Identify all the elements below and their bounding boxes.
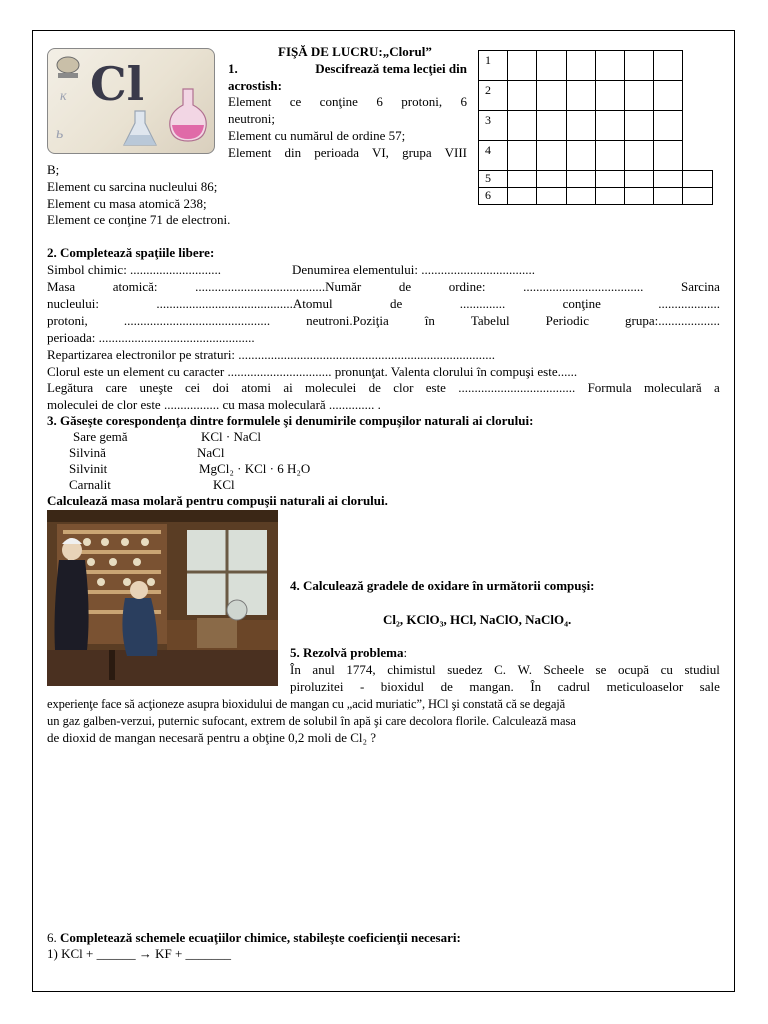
word: atomică: bbox=[112, 279, 158, 294]
grid-cell[interactable] bbox=[537, 141, 566, 171]
grid-cell[interactable] bbox=[508, 111, 537, 141]
section6-heading bbox=[47, 930, 461, 947]
row-number: 3 bbox=[479, 111, 508, 141]
word: conţine bbox=[562, 296, 601, 311]
oxidation-compounds: Cl₂, KClO₃, HCl, NaClO, NaClO₄. bbox=[383, 612, 572, 627]
section1-heading bbox=[228, 61, 467, 94]
compound-formula: KCl · NaCl bbox=[201, 429, 261, 444]
decor-letter: ь bbox=[56, 125, 64, 142]
word: grupa:................... bbox=[625, 313, 720, 328]
row-number: 1 bbox=[479, 51, 508, 81]
blank-electron-shells[interactable]: Repartizarea electronilor pe straturi: ............................................................................... bbox=[47, 347, 496, 362]
blank-line-2[interactable] bbox=[47, 279, 720, 296]
problem-line-3: experienţe face să acţioneze asupra bioxidului de mangan cu „acid muriatic”, HCl şi constată că se degajă bbox=[47, 697, 566, 711]
word: Masa bbox=[47, 279, 76, 294]
word: meticuloaselor bbox=[606, 679, 684, 694]
compound-name: Carnalit bbox=[69, 477, 111, 492]
compound-name: Sare gemă bbox=[73, 429, 128, 444]
word: ai bbox=[283, 380, 293, 395]
section6-number: 6. bbox=[47, 930, 57, 945]
word: .................................... bbox=[458, 380, 576, 395]
grid-cell[interactable] bbox=[537, 81, 566, 111]
word: doi bbox=[212, 380, 230, 395]
grid-cell[interactable] bbox=[654, 81, 683, 111]
word: Formula bbox=[587, 380, 632, 395]
word: Tabelul bbox=[470, 313, 510, 328]
blank-line-3[interactable] bbox=[47, 296, 720, 313]
word: Legătura bbox=[47, 380, 94, 395]
clue-4: Element cu sarcina nucleului 86; bbox=[47, 179, 218, 194]
equation-1[interactable]: 1) KCl + ______ → KF + _______ bbox=[47, 946, 232, 961]
word: ................... bbox=[658, 296, 720, 311]
word: cei bbox=[185, 380, 201, 395]
grid-cell[interactable] bbox=[595, 188, 624, 205]
grid-cell[interactable] bbox=[595, 141, 624, 171]
word: moleculară bbox=[643, 380, 702, 395]
grid-cell[interactable] bbox=[624, 141, 653, 171]
acrostic-row bbox=[479, 111, 713, 141]
grid-cell[interactable] bbox=[566, 141, 595, 171]
grid-cell[interactable] bbox=[595, 81, 624, 111]
flask-icon bbox=[166, 87, 210, 143]
grid-cell[interactable] bbox=[595, 171, 624, 188]
acrostic-row bbox=[479, 188, 713, 205]
grid-cell[interactable] bbox=[683, 188, 712, 205]
word: ocupă bbox=[617, 662, 650, 677]
blank-molecule[interactable]: moleculei de clor este ................. cu masa moleculară .............. . bbox=[47, 397, 381, 412]
section6-title: Completează schemele ecuaţiilor chimice, stabileşte coeficienţii necesari: bbox=[60, 930, 461, 945]
clue-3a: Element din perioada VI, grupa VIII bbox=[228, 145, 467, 160]
word: ........................................Număr bbox=[195, 279, 362, 294]
word: cu bbox=[660, 662, 673, 677]
decor-letter: к bbox=[60, 89, 67, 104]
element-symbol: Cl bbox=[90, 57, 145, 111]
grid-cell[interactable] bbox=[508, 51, 537, 81]
word: se bbox=[595, 662, 607, 677]
clue-1a: Element ce conţine 6 protoni, 6 bbox=[228, 94, 467, 109]
section3-heading: 3. Găseşte corespondenţa dintre formulele şi denumirile compuşilor naturali ai clorului: bbox=[47, 413, 534, 428]
grid-cell[interactable] bbox=[566, 51, 595, 81]
row-number: 2 bbox=[479, 81, 508, 111]
colon: : bbox=[403, 645, 408, 660]
word: sale bbox=[699, 679, 720, 694]
word: 1774, bbox=[346, 662, 376, 677]
problem-line-1 bbox=[290, 662, 720, 679]
grid-cell[interactable] bbox=[654, 51, 683, 81]
blank-symbol[interactable]: Simbol chimic: ............................ bbox=[47, 262, 222, 277]
scheele-laboratory-painting bbox=[47, 510, 278, 686]
problem-line-4: un gaz galben-verzui, puternic sufocant, extrem de solubil în apă şi care decolora florile. Calculează masa bbox=[47, 714, 576, 728]
word: C. bbox=[494, 662, 507, 677]
clue-3b: B; bbox=[47, 162, 60, 177]
section5-title: 5. Rezolvă problema bbox=[290, 645, 404, 660]
grid-cell[interactable] bbox=[624, 51, 653, 81]
word: cadrul bbox=[557, 679, 591, 694]
grid-cell[interactable] bbox=[654, 141, 683, 171]
section1-number: 1. bbox=[228, 61, 238, 76]
grid-cell[interactable] bbox=[508, 188, 537, 205]
acrostic-row bbox=[479, 51, 713, 81]
grid-cell[interactable] bbox=[654, 188, 683, 205]
acrostic-row bbox=[479, 171, 713, 188]
grid-cell[interactable] bbox=[537, 171, 566, 188]
grid-cell[interactable] bbox=[508, 81, 537, 111]
word: este bbox=[425, 380, 446, 395]
word: W. bbox=[517, 662, 532, 677]
word: de bbox=[390, 296, 403, 311]
acrostic-row bbox=[479, 141, 713, 171]
grid-cell[interactable] bbox=[566, 111, 595, 141]
compound-formula: MgCl₂ · KCl · 6 H₂O bbox=[199, 461, 311, 476]
seal-icon bbox=[54, 55, 82, 79]
word: de bbox=[368, 380, 381, 395]
problem-line-2 bbox=[290, 679, 720, 696]
word: ............................................. bbox=[123, 313, 271, 328]
blank-element-name[interactable]: Denumirea elementului: ................................... bbox=[292, 262, 535, 277]
word: atomi bbox=[241, 380, 272, 395]
problem-line-5: de dioxid de mangan necesară pentru a obţine 0,2 moli de Cl₂ ? bbox=[47, 730, 377, 745]
blank-line-4[interactable] bbox=[47, 313, 720, 330]
section3-task: Calculează masa molară pentru compuşii naturali ai clorului. bbox=[47, 493, 388, 508]
word: de bbox=[440, 679, 453, 694]
grid-cell[interactable] bbox=[624, 111, 653, 141]
word: suedez bbox=[447, 662, 483, 677]
grid-cell[interactable] bbox=[566, 171, 595, 188]
row-number: 4 bbox=[479, 141, 508, 171]
word: moleculei bbox=[305, 380, 357, 395]
word: a bbox=[714, 380, 720, 395]
word: neutroni.Poziţia bbox=[306, 313, 389, 328]
word: În bbox=[290, 662, 301, 677]
word: Scheele bbox=[543, 662, 584, 677]
word: protoni, bbox=[47, 313, 88, 328]
grid-cell[interactable] bbox=[508, 141, 537, 171]
section5-heading bbox=[290, 645, 407, 662]
compound-name: Silvinit bbox=[69, 461, 108, 476]
word: nucleului: bbox=[47, 296, 99, 311]
row-number: 6 bbox=[479, 188, 508, 205]
acrostic-grid bbox=[478, 50, 713, 205]
section2-heading: 2. Completează spaţiile libere: bbox=[47, 245, 215, 260]
word: .............. bbox=[459, 296, 506, 311]
section1-title-part: Descifrează tema lecţiei din bbox=[315, 61, 467, 76]
grid-cell[interactable] bbox=[595, 51, 624, 81]
word: bioxidul bbox=[380, 679, 425, 694]
grid-cell[interactable] bbox=[624, 81, 653, 111]
word: chimistul bbox=[387, 662, 436, 677]
word: Periodic bbox=[545, 313, 589, 328]
blank-bond[interactable] bbox=[47, 380, 720, 397]
word: de bbox=[398, 279, 412, 294]
word: mangan. bbox=[469, 679, 514, 694]
acrostic-row bbox=[479, 81, 713, 111]
clue-6: Element ce conţine 71 de electroni. bbox=[47, 212, 231, 227]
compound-formula: NaCl bbox=[197, 445, 225, 460]
chlorine-logo bbox=[47, 48, 215, 154]
worksheet-title: FIŞĂ DE LUCRU:„Clorul” bbox=[278, 44, 432, 59]
clue-1b: neutroni; bbox=[228, 111, 275, 126]
blank-period[interactable]: perioada: ................................................ bbox=[47, 330, 255, 345]
grid-cell[interactable] bbox=[683, 171, 712, 188]
clue-5: Element cu masa atomică 238; bbox=[47, 196, 207, 211]
section1-title-part2: acrostish: bbox=[228, 77, 282, 93]
word: anul bbox=[312, 662, 335, 677]
word: În bbox=[530, 679, 542, 694]
grid-cell[interactable] bbox=[654, 171, 683, 188]
word: studiul bbox=[684, 662, 720, 677]
word: Sarcina bbox=[680, 279, 720, 294]
grid-cell[interactable] bbox=[624, 188, 653, 205]
word: clor bbox=[393, 380, 414, 395]
grid-cell[interactable] bbox=[624, 171, 653, 188]
clue-2: Element cu numărul de ordine 57; bbox=[228, 128, 406, 143]
grid-cell[interactable] bbox=[508, 171, 537, 188]
word: ..................................... bbox=[523, 279, 644, 294]
word: - bbox=[359, 679, 365, 694]
compound-formula: KCl bbox=[213, 477, 235, 492]
flask-icon bbox=[120, 109, 160, 149]
word: în bbox=[424, 313, 435, 328]
grid-cell[interactable] bbox=[654, 111, 683, 141]
blank-character-valence[interactable]: Clorul este un element cu caracter ................................ pronunţat. Valenta clorului în compuşi este...... bbox=[47, 364, 578, 379]
row-number: 5 bbox=[479, 171, 508, 188]
grid-cell[interactable] bbox=[537, 188, 566, 205]
grid-cell[interactable] bbox=[595, 111, 624, 141]
word: care bbox=[105, 380, 128, 395]
word: ordine: bbox=[448, 279, 486, 294]
grid-cell[interactable] bbox=[566, 81, 595, 111]
word: piroluzitei bbox=[290, 679, 344, 694]
compound-name: Silvină bbox=[69, 445, 106, 460]
grid-cell[interactable] bbox=[537, 111, 566, 141]
section4-heading: 4. Calculează gradele de oxidare în următorii compuşi: bbox=[290, 578, 595, 593]
word: ..........................................Atomul bbox=[156, 296, 333, 311]
grid-cell[interactable] bbox=[566, 188, 595, 205]
word: uneşte bbox=[139, 380, 173, 395]
grid-cell[interactable] bbox=[537, 51, 566, 81]
